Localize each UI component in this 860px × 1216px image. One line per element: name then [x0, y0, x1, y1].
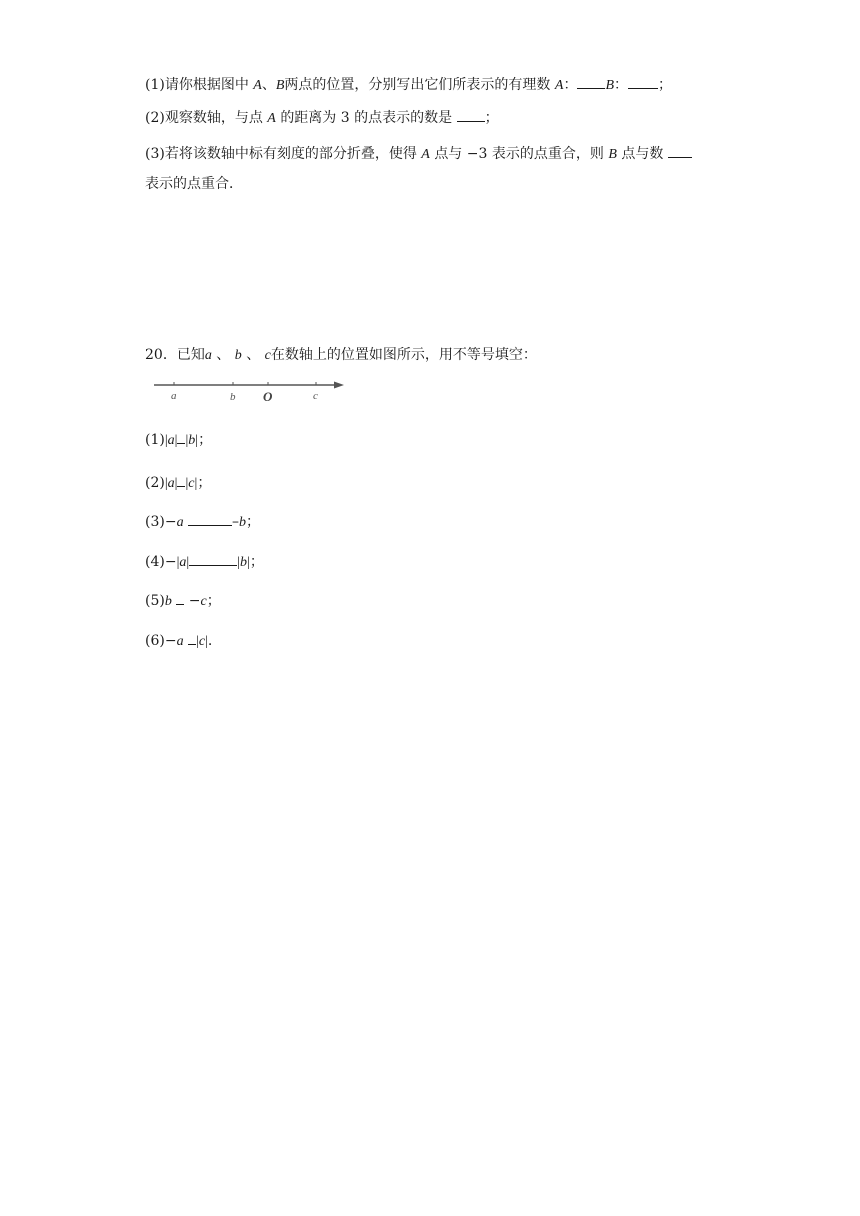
axis-arrow	[334, 382, 344, 389]
answer-blank-6[interactable]	[188, 630, 196, 645]
answer-blank-fold[interactable]	[668, 143, 692, 158]
q20-item-2: (2)|a| |c|；	[145, 472, 211, 494]
axis-label-b: b	[230, 391, 236, 403]
answer-blank-A[interactable]	[577, 74, 605, 89]
q20-item-3: (3)−a –b；	[145, 511, 260, 533]
axis-label-a: a	[171, 390, 177, 402]
number-line-figure	[150, 375, 350, 405]
answer-blank-B[interactable]	[628, 74, 658, 89]
q20-item-4: (4)−|a| |b|；	[145, 551, 264, 573]
q19-part3-line2: 表示的点重合．	[145, 176, 243, 192]
q20-item-5: (5)b −c；	[145, 590, 221, 612]
q20-item-6: (6)−a |c|.	[145, 630, 212, 652]
answer-blank-5[interactable]	[176, 590, 184, 605]
q20-stem: 20．已知a 、 b 、 c在数轴上的位置如图所示，用不等号填空：	[145, 347, 537, 363]
q19-part1: (1)请你根据图中 A、B两点的位置，分别写出它们所表示的有理数 A： B： ；	[145, 74, 672, 96]
q19-part3: (3)若将该数轴中标有刻度的部分折叠，使得 A 点与 −3 表示的点重合，则 B 点与数	[145, 143, 692, 165]
q19-part2: (2)观察数轴，与点 A 的距离为 3 的点表示的数是 ；	[145, 107, 499, 129]
axis-label-o: O	[263, 389, 273, 404]
answer-blank-4[interactable]	[189, 551, 237, 566]
answer-blank-3[interactable]	[188, 511, 232, 526]
axis-label-c: c	[313, 390, 318, 402]
answer-blank-distance[interactable]	[457, 107, 485, 122]
q20-item-1: (1)|a| |b|；	[145, 429, 212, 451]
